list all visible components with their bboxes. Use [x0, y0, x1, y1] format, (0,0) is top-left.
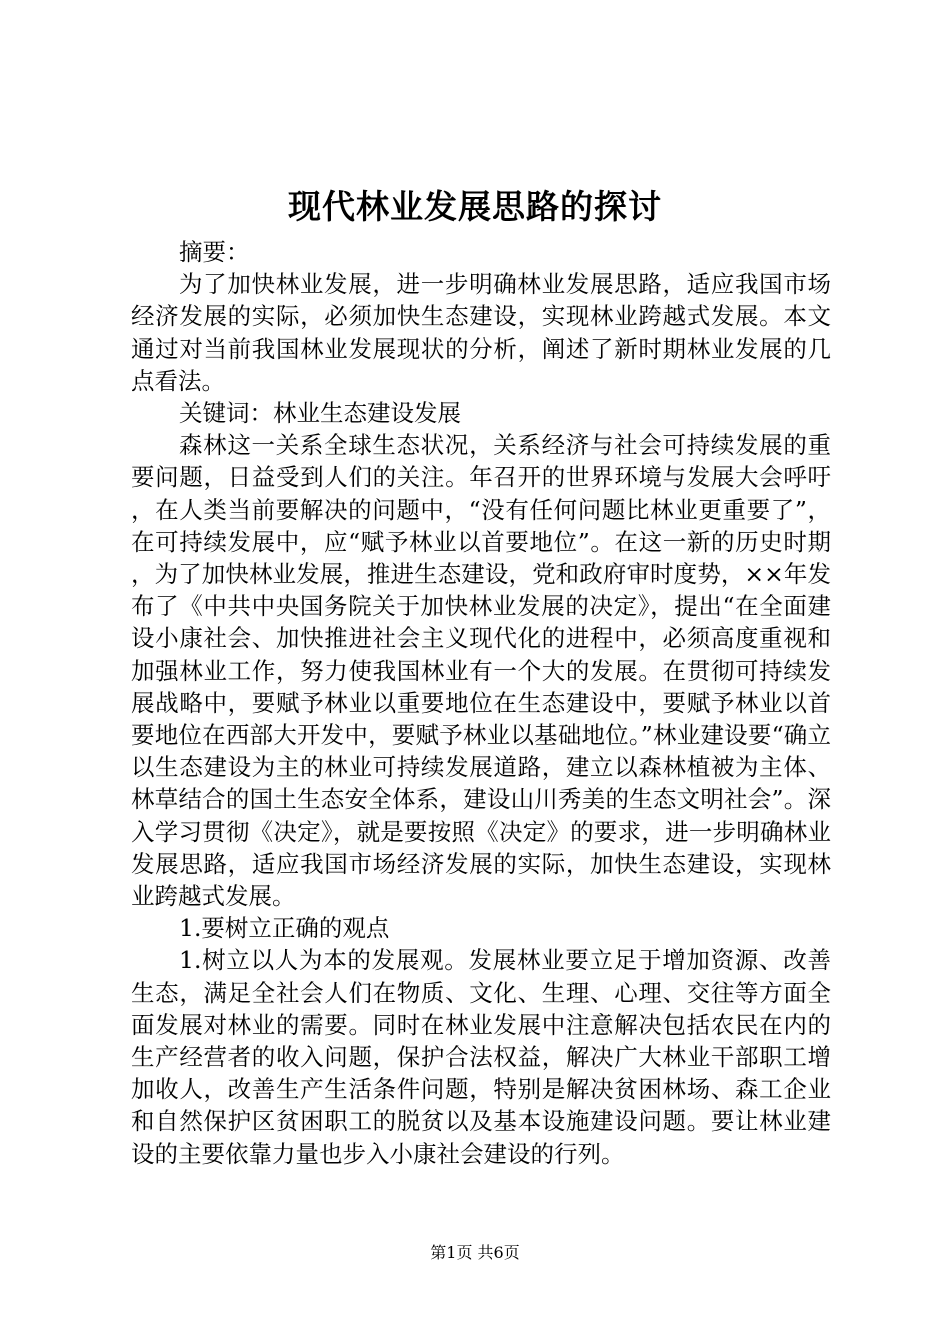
document-body [131, 236, 831, 1170]
keywords-line: 关键词：林业生态建设发展 [179, 399, 461, 428]
page-footer: 第1页 共6页 [430, 1243, 520, 1262]
section-paragraph: 1.树立以人为本的发展观。发展林业要立足于增加资源、改善生态，满足全社会人们在物质、文化、生理、心理、交往等方面全面发展对林业的需要。同时在林业发展中注意解决包括农民在内的生产经营者的收入问题，保护合法权益，解决广大林业干部职工增加收人，改善生产生活条件问题，特别是解决贫困林场、森工企业和自然保护区贫困职工的脱贫以及基本设施建设问题。要让林业建设的主要依靠力量也步入小康社会建设的行列。 [131, 946, 831, 1168]
document-title: 现代林业发展思路的探讨 [288, 187, 662, 226]
section-heading: 1.要树立正确的观点 [179, 914, 390, 943]
abstract-text: 为了加快林业发展，进一步明确林业发展思路，适应我国市场经济发展的实际，必须加快生态建设，实现林业跨越式发展。本文通过对当前我国林业发展现状的分析，阐述了新时期林业发展的几点看法。 [131, 270, 831, 395]
abstract-heading: 摘要： [179, 238, 250, 266]
intro-paragraph: 森林这一关系全球生态状况，关系经济与社会可持续发展的重要问题，日益受到人们的关注。年召开的世界环境与发展大会呼吁，在人类当前要解决的问题中，“没有任何问题比林业更重要了”，在可持续发展中，应“赋予林业以首要地位”。在这一新的历史时期，为了加快林业发展，推进生态建设，党和政府审时度势，××年发布了《中共中央国务院关于加快林业发展的决定》，提出“在全面建设小康社会、加快推进社会主义现代化的进程中，必须高度重视和加强林业工作，努力使我国林业有一个大的发展。在贯彻可持续发展战略中，要赋予林业以重要地位在生态建设中，要赋予林业以首要地位在西部大开发中，要赋予林业以基础地位。”林业建设要“确立以生态建设为主的林业可持续发展道路，建立以森林植被为主体、林草结合的国土生态安全体系，建设山川秀美的生态文明社会”。深入学习贯彻《决定》，就是要按照《决定》的要求，进一步明确林业发展思路，适应我国市场经济发展的实际，加快生态建设，实现林业跨越式发展。 [131, 431, 831, 911]
